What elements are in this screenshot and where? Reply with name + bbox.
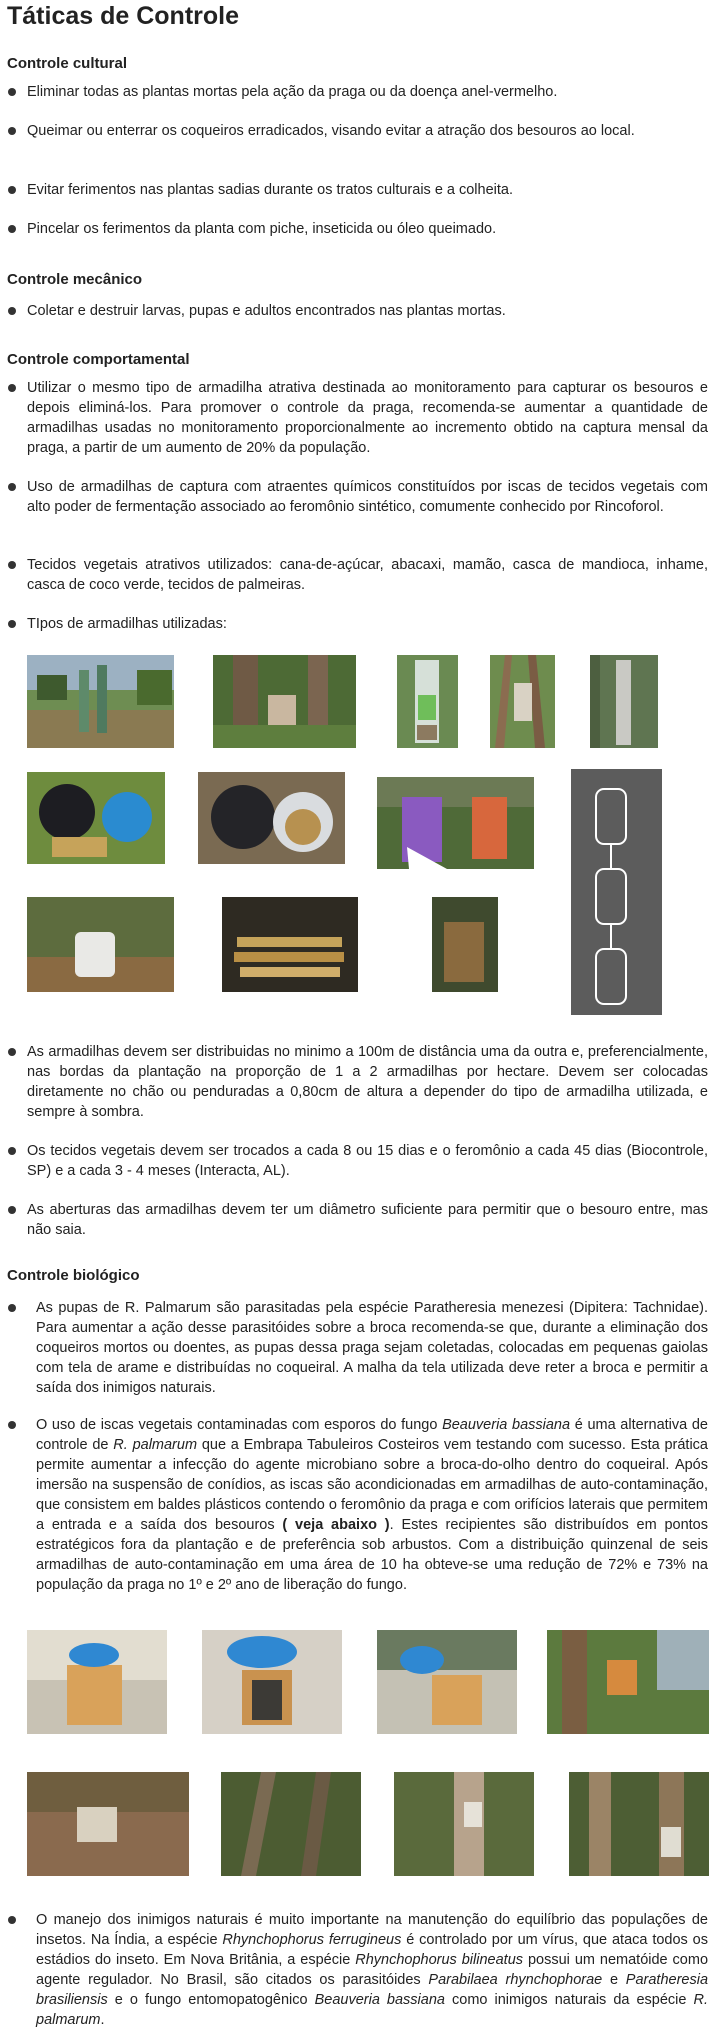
bullet-icon: [8, 88, 16, 96]
section-heading-biologico: Controle biológico: [7, 1267, 140, 1284]
list-item-text: Eliminar todas as plantas mortas pela ação da praga ou da doença anel-vermelho.: [27, 84, 558, 100]
bullet-icon: [8, 1147, 16, 1155]
list-item-text: Uso de armadilhas de captura com atraentes químicos constituídos por iscas de tecidos vegetais com alto poder de fermentação associado ao feromônio sintético, comumente conhecido por Rincoforol.: [27, 479, 708, 515]
trap-photo: [27, 655, 174, 748]
page-title: Táticas de Controle: [7, 2, 239, 30]
trap-photo: [569, 1772, 709, 1876]
bullet-icon: [8, 1206, 16, 1214]
list-item: [8, 555, 708, 595]
list-item: [8, 477, 708, 517]
trap-photo: [213, 655, 356, 748]
list-item: [8, 219, 708, 239]
bullet-icon: [8, 384, 16, 392]
list-item: [8, 1415, 708, 1595]
trap-photo: [571, 769, 662, 1015]
bullet-icon: [8, 620, 16, 628]
bullet-icon: [8, 1421, 16, 1429]
trap-photo: [198, 772, 345, 864]
list-item: [8, 1200, 708, 1240]
trap-photo: [222, 897, 358, 992]
list-item-text: Queimar ou enterrar os coqueiros erradicados, visando evitar a atração dos besouros ao local.: [27, 123, 635, 139]
trap-photo: [27, 1630, 167, 1734]
trap-photo: [590, 655, 658, 748]
list-item-text: Tecidos vegetais atrativos utilizados: cana-de-açúcar, abacaxi, mamão, casca de mandioca, inhame, casca de coco verde, tecidos de palmeiras.: [27, 557, 708, 593]
section-heading-comportamental: Controle comportamental: [7, 351, 190, 368]
list-item-text: O uso de iscas vegetais contaminadas com esporos do fungo Beauveria bassiana é uma alternativa de controle de R. palmarum que a Embrapa Tabuleiros Costeiros vem testando com sucesso. Esta prática permite aumentar a infecção do agente microbiano sobre a broca-do-olho dentro do coqueiral. Após imersão na suspensão de conídios, as iscas são acondicionadas em armadilhas de auto-contaminação, que consistem em baldes plásticos contendo o feromônio da praga e com orifícios laterais que permitem a entrada e a saída dos besouros ( veja abaixo ). Estes recipientes são distribuídos em pontos estratégicos fora da plantação e de preferência sob arbustos. Com a distribuição quinzenal de seis armadilhas de auto-contaminação em uma área de 10 ha obteve-se uma redução de 72% e 73% na população da praga no 1º e 2º ano de liberação do fungo.: [36, 1417, 708, 1593]
trap-photo: [202, 1630, 342, 1734]
list-item: [8, 614, 708, 634]
list-item: [8, 1141, 708, 1181]
section-heading-mecanico: Controle mecânico: [7, 271, 143, 288]
list-item: [8, 301, 708, 321]
bullet-icon: [8, 561, 16, 569]
list-item-text: As armadilhas devem ser distribuidas no minimo a 100m de distância uma da outra e, preferencialmente, nas bordas da plantação na proporção de 1 a 2 armadilhas por hectare. Devem ser colocadas diretamente no chão ou penduradas a 0,80cm de altura a depender do tipo de armadilha utilizada, e sempre à sombra.: [27, 1044, 708, 1120]
trap-photo: [377, 777, 534, 869]
list-item: [8, 82, 708, 102]
list-item-text: As aberturas das armadilhas devem ter um diâmetro suficiente para permitir que o besouro entre, mas não saia.: [27, 1202, 708, 1238]
list-item-text: O manejo dos inimigos naturais é muito importante na manutenção do equilíbrio das populações de insetos. Na Índia, a espécie Rhynchophorus ferrugineus é controlado por um vírus, que ataca todos os estádios do inseto. Em Nova Britânia, a espécie Rhynchophorus bilineatus possui um nematóide como agente regulador. No Brasil, são citados os parasitóides Parabilaea rhynchophorae e Paratheresia brasiliensis e o fungo entomopatogênico Beauveria bassiana como inimigos naturais da espécie R. palmarum.: [36, 1912, 709, 2028]
bullet-icon: [8, 1304, 16, 1312]
list-item-text: As pupas de R. Palmarum são parasitadas pela espécie Paratheresia menezesi (Dipitera: Tachnidae). Para aumentar a ação desse parasitóides sobre a broca recomenda-se que, durante a eliminação dos coqueiros mortos ou doentes, as pupas dessa praga sejam coletadas, colocadas em pequenas gaiolas com tela de arame e distribuídas no coqueiral. A malha da tela utilizada deve reter a broca e permitir a saída dos inimigos naturais.: [36, 1300, 708, 1396]
list-item-text: Os tecidos vegetais devem ser trocados a cada 8 ou 15 dias e o feromônio a cada 45 dias (Biocontrole, SP) e a cada 3 - 4 meses (Interacta, AL).: [27, 1143, 708, 1179]
bullet-icon: [8, 127, 16, 135]
list-item-text: Coletar e destruir larvas, pupas e adultos encontrados nas plantas mortas.: [27, 303, 506, 319]
trap-photo: [547, 1630, 709, 1734]
trap-photo: [490, 655, 555, 748]
bullet-icon: [8, 1916, 16, 1924]
list-item-text: Evitar ferimentos nas plantas sadias durante os tratos culturais e a colheita.: [27, 182, 514, 198]
list-item-text: TIpos de armadilhas utilizadas:: [27, 616, 227, 632]
trap-photo: [27, 1772, 189, 1876]
list-item: [8, 121, 708, 141]
trap-photo: [221, 1772, 361, 1876]
list-item: [8, 378, 708, 458]
trap-photo: [377, 1630, 517, 1734]
trap-photo: [27, 772, 165, 864]
list-item: [8, 1042, 708, 1122]
list-item: [8, 1910, 708, 2030]
trap-photo: [397, 655, 458, 748]
trap-photo: [394, 1772, 534, 1876]
list-item-text: Utilizar o mesmo tipo de armadilha atrativa destinada ao monitoramento para capturar os besouros e depois eliminá-los. Para promover o controle da praga, recomenda-se aumentar a quantidade de armadilhas usadas no monitoramento proporcionalmente ao incremento obtido na captura mensal da praga, a partir de um aumento de 20% da população.: [27, 380, 708, 456]
list-item-text: Pincelar os ferimentos da planta com piche, inseticida ou óleo queimado.: [27, 221, 497, 237]
section-heading-cultural: Controle cultural: [7, 55, 128, 72]
list-item: [8, 1298, 708, 1398]
bullet-icon: [8, 307, 16, 315]
bullet-icon: [8, 1048, 16, 1056]
bullet-icon: [8, 483, 16, 491]
bullet-icon: [8, 225, 16, 233]
trap-photo: [432, 897, 498, 992]
trap-photo: [27, 897, 174, 992]
list-item: [8, 180, 708, 200]
bullet-icon: [8, 186, 16, 194]
